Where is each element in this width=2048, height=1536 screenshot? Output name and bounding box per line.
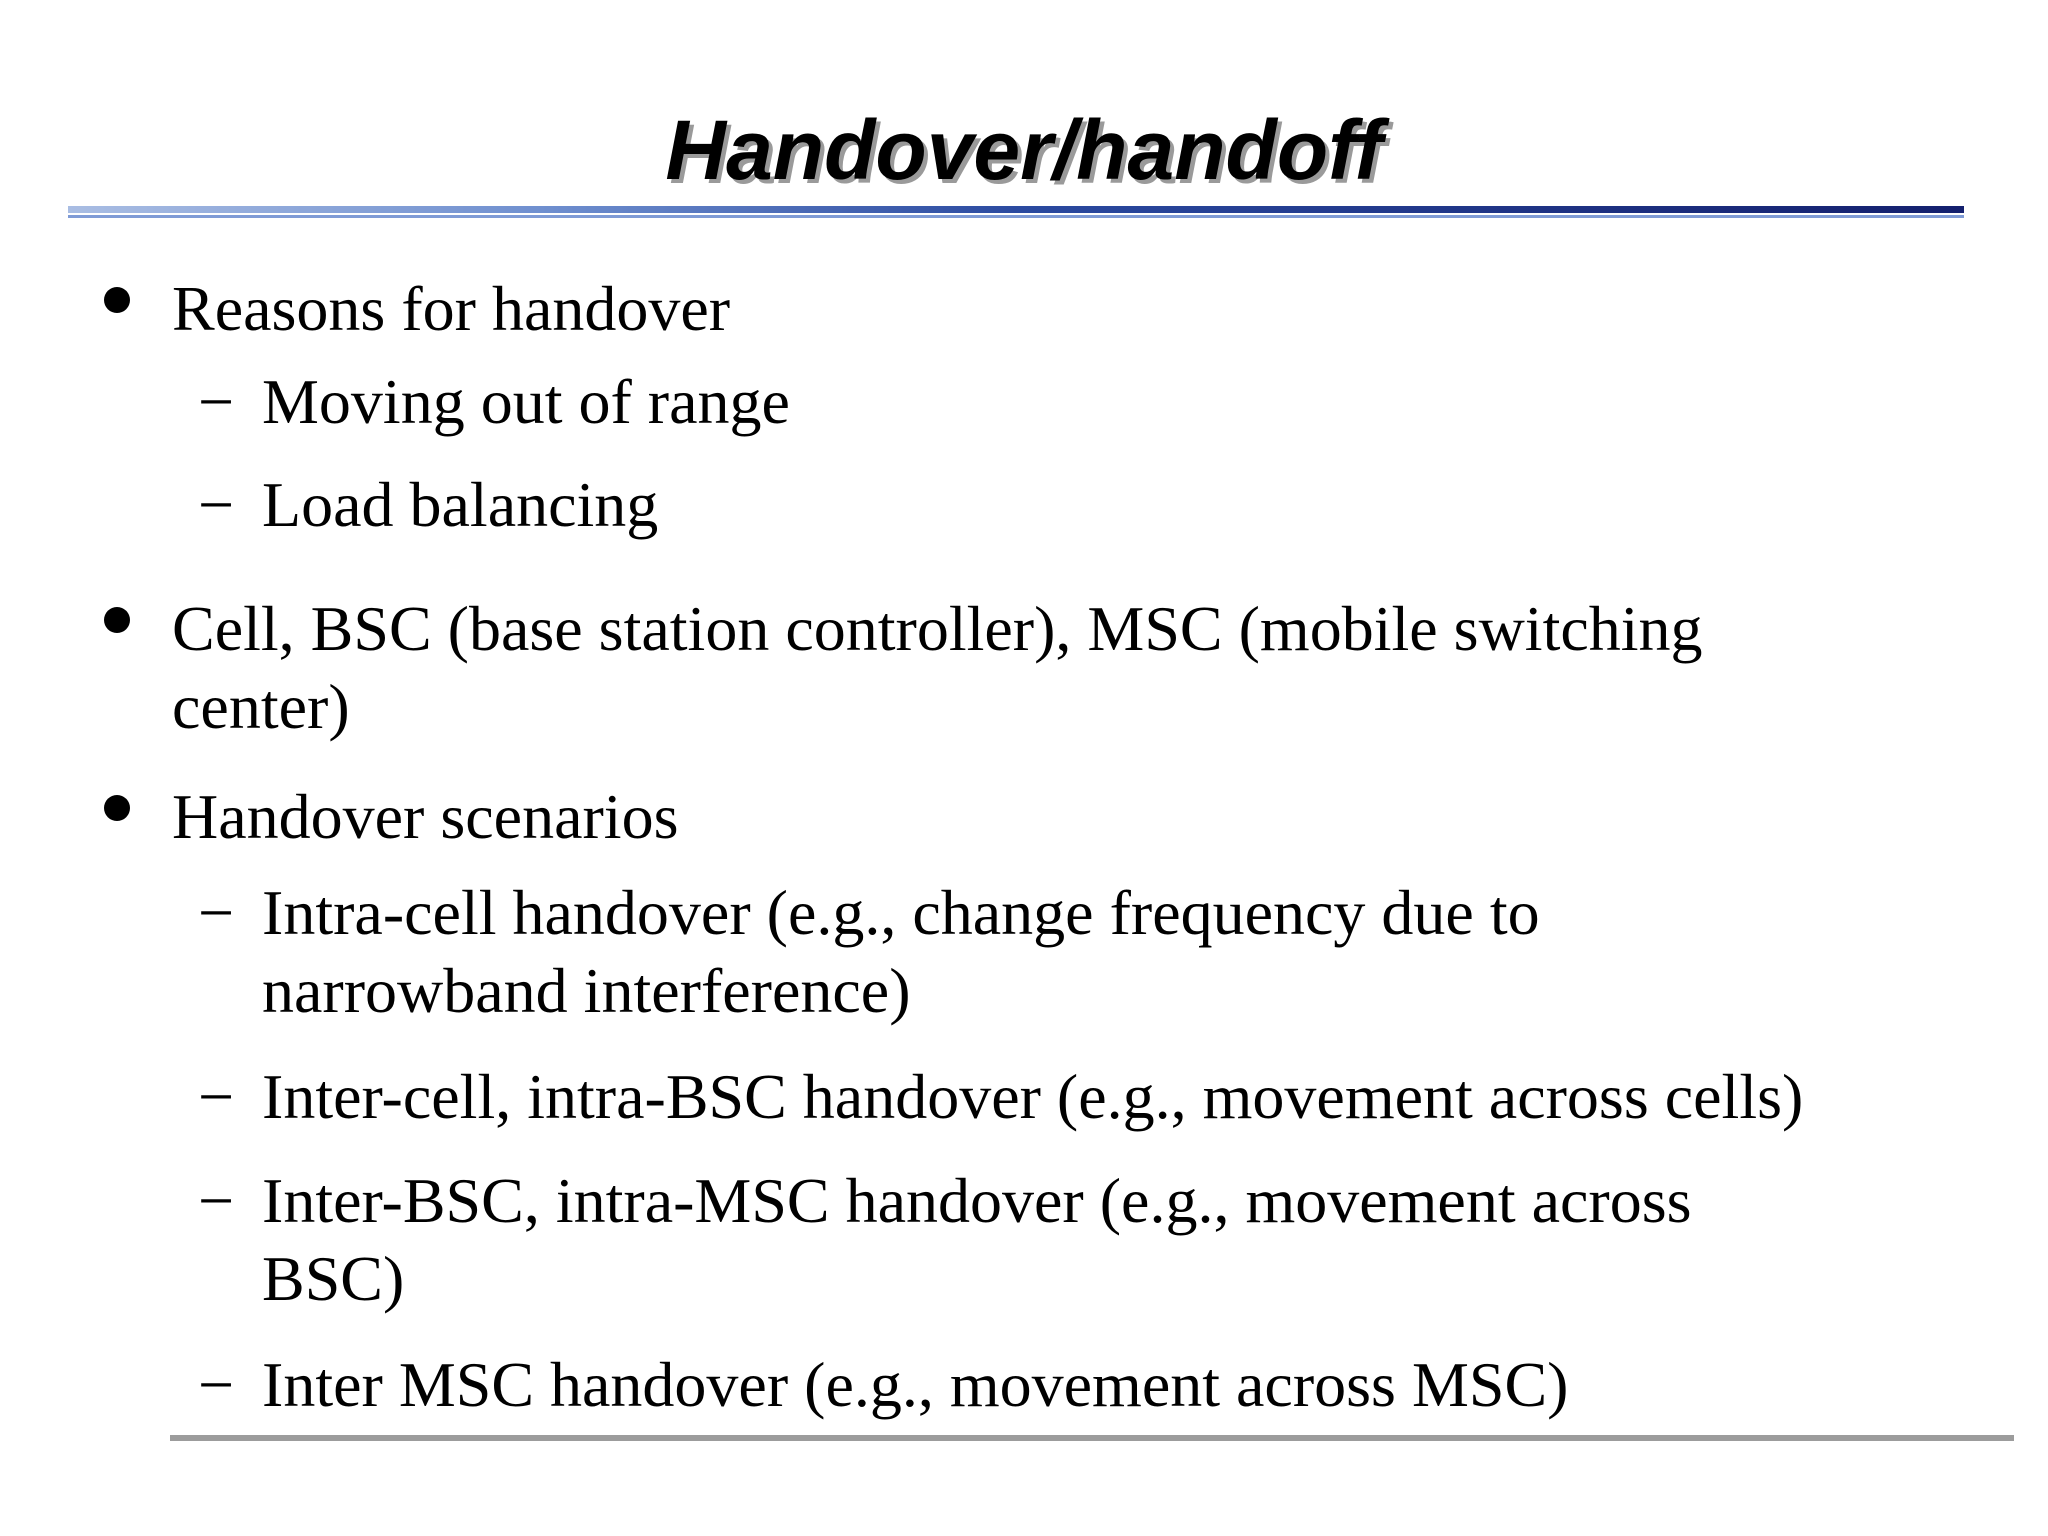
bullet-text: Reasons for handover xyxy=(172,273,731,344)
sub-bullet-dash: − xyxy=(198,877,235,948)
sub-bullet-text-continuation: BSC) xyxy=(262,1243,405,1314)
sub-bullet-text-continuation: narrowband interference) xyxy=(262,955,911,1026)
sub-bullet-text: Load balancing xyxy=(262,469,659,540)
sub-bullet-text: Inter-cell, intra-BSC handover (e.g., movement across cells) xyxy=(262,1061,1804,1132)
sub-bullet-dash: − xyxy=(198,366,235,437)
sub-bullet-text: Moving out of range xyxy=(262,366,790,437)
bullet-text: Cell, BSC (base station controller), MSC (mobile switching xyxy=(172,593,1703,664)
sub-bullet-dash: − xyxy=(198,1165,235,1236)
bullet-marker xyxy=(104,287,130,313)
bullet-text-continuation: center) xyxy=(172,671,350,742)
sub-bullet-dash: − xyxy=(198,469,235,540)
sub-bullet-text: Intra-cell handover (e.g., change frequency due to xyxy=(262,877,1540,948)
sub-bullet-dash: − xyxy=(198,1349,235,1420)
title-divider xyxy=(68,203,1964,223)
bullet-marker xyxy=(104,795,130,821)
bottom-divider xyxy=(170,1435,2014,1441)
sub-bullet-dash: − xyxy=(198,1061,235,1132)
sub-bullet-text: Inter-BSC, intra-MSC handover (e.g., movement across xyxy=(262,1165,1692,1236)
bullet-marker xyxy=(104,607,130,633)
slide-title: Handover/handoff xyxy=(665,103,1383,197)
bullet-text: Handover scenarios xyxy=(172,781,679,852)
sub-bullet-text: Inter MSC handover (e.g., movement across MSC) xyxy=(262,1349,1569,1420)
